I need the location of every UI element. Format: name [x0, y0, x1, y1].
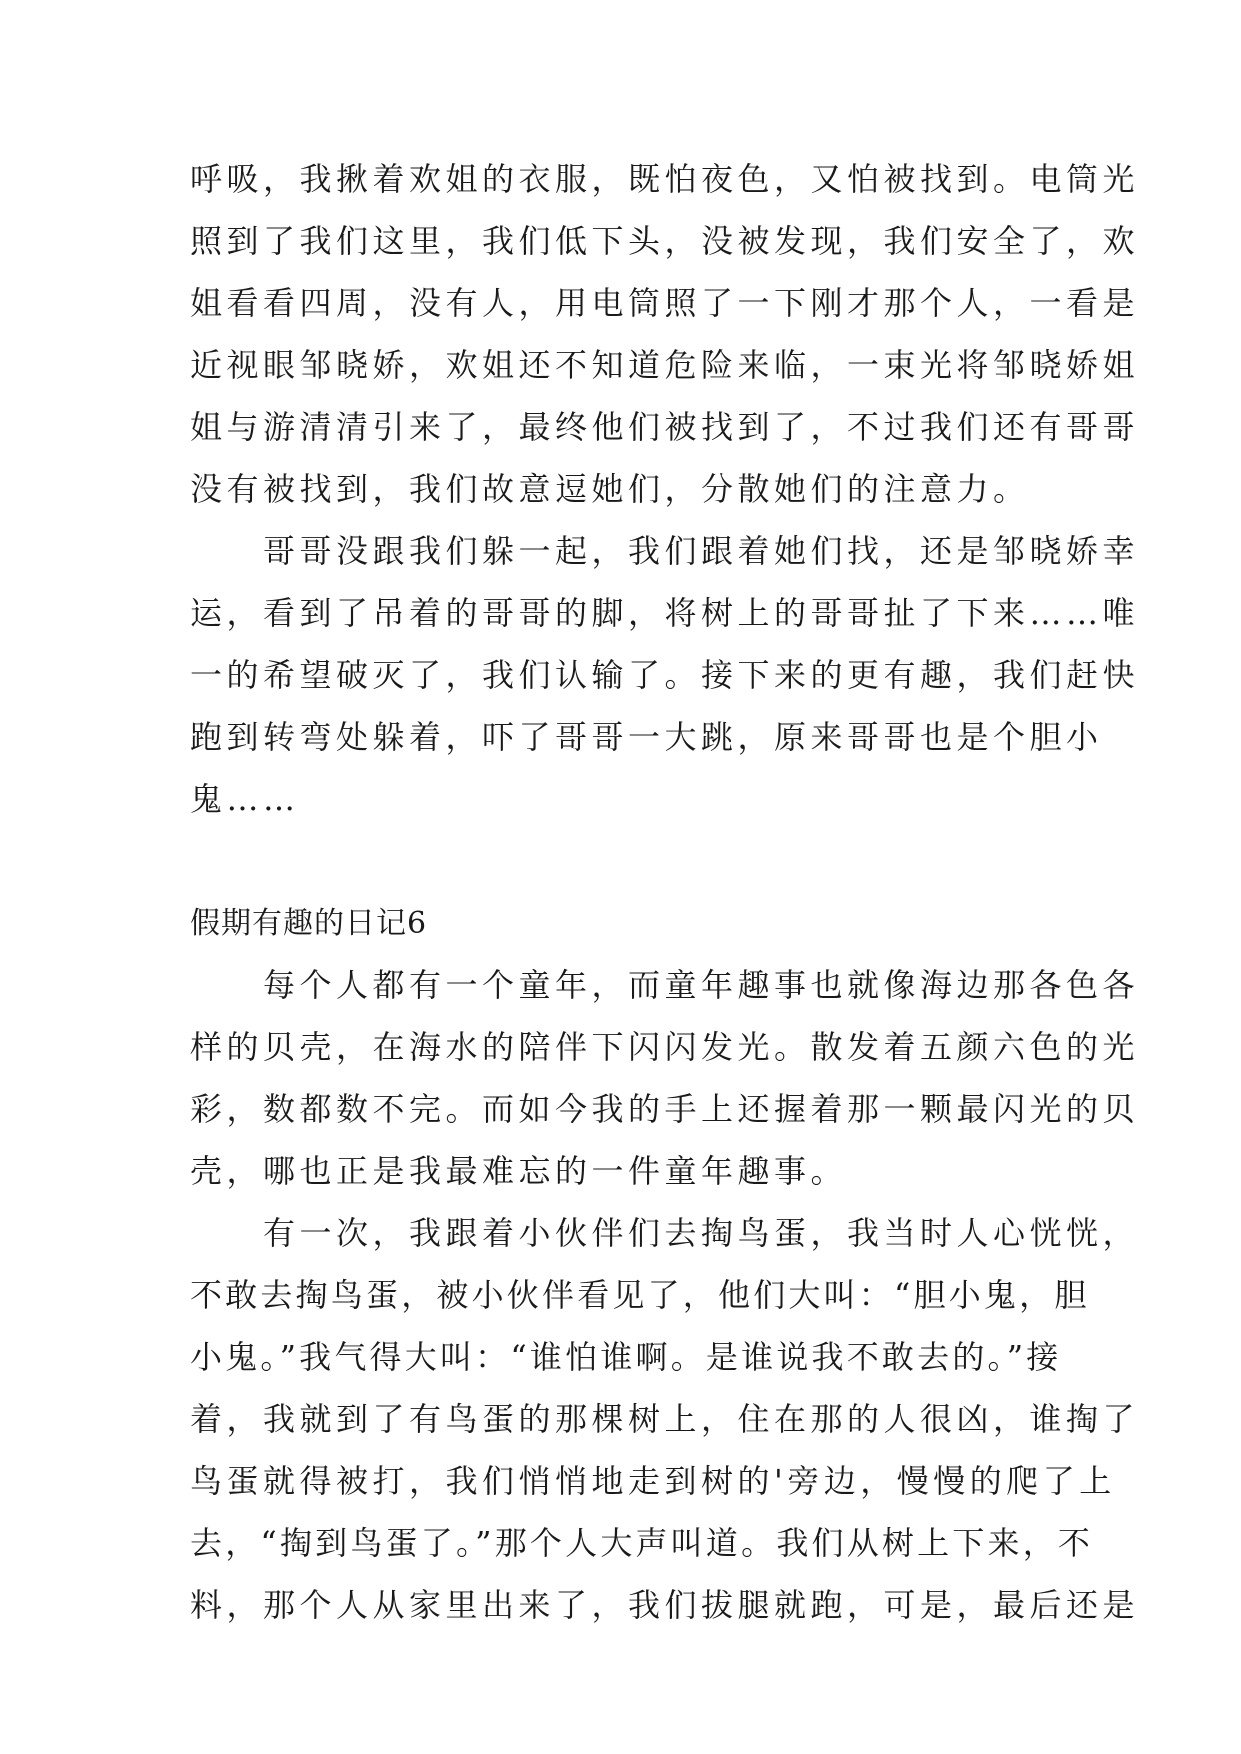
text-line: 去，“掏到鸟蛋了。”那个人大声叫道。我们从树上下来，不 — [190, 1524, 1094, 1562]
text-line: 哥哥没跟我们躲一起，我们跟着她们找，还是邹晓娇幸 — [190, 532, 1140, 570]
text-line: 有一次，我跟着小伙伴们去掏鸟蛋，我当时人心恍恍， — [190, 1214, 1140, 1252]
text-line: 姐看看四周，没有人，用电筒照了一下刚才那个人，一看是 — [190, 284, 1140, 322]
text-line: 不敢去掏鸟蛋，被小伙伴看见了，他们大叫：“胆小鬼，胆 — [190, 1276, 1090, 1314]
text-line: 呼吸，我揪着欢姐的衣服，既怕夜色，又怕被找到。电筒光 — [190, 160, 1140, 198]
text-line: 没有被找到，我们故意逗她们，分散她们的注意力。 — [190, 470, 1030, 508]
text-line: 照到了我们这里，我们低下头，没被发现，我们安全了，欢 — [190, 222, 1140, 260]
text-line: 彩，数都数不完。而如今我的手上还握着那一颗最闪光的贝 — [190, 1090, 1140, 1128]
text-line: 小鬼。”我气得大叫：“谁怕谁啊。是谁说我不敢去的。”接 — [190, 1338, 1062, 1376]
text-line: 着，我就到了有鸟蛋的那棵树上，住在那的人很凶，谁掏了 — [190, 1400, 1140, 1438]
text-line: 鬼…… — [190, 780, 300, 818]
text-line: 料，那个人从家里出来了，我们拔腿就跑，可是，最后还是 — [190, 1586, 1140, 1624]
text-line: 跑到转弯处躲着，吓了哥哥一大跳，原来哥哥也是个胆小 — [190, 718, 1103, 756]
section-a-body — [190, 148, 1140, 830]
text-line: 样的贝壳，在海水的陪伴下闪闪发光。散发着五颜六色的光 — [190, 1028, 1140, 1066]
section-spacer — [190, 830, 1070, 894]
text-line: 每个人都有一个童年，而童年趣事也就像海边那各色各 — [190, 966, 1140, 1004]
section-heading: 假期有趣的日记6 — [190, 906, 428, 941]
section-b-body — [190, 954, 1140, 1636]
text-line: 运，看到了吊着的哥哥的脚，将树上的哥哥扯了下来……唯 — [190, 594, 1140, 632]
document-page — [190, 148, 1140, 1636]
text-line: 近视眼邹晓娇，欢姐还不知道危险来临，一束光将邹晓娇姐 — [190, 346, 1140, 384]
text-line: 一的希望破灭了，我们认输了。接下来的更有趣，我们赶快 — [190, 656, 1140, 694]
text-line: 姐与游清清引来了，最终他们被找到了，不过我们还有哥哥 — [190, 408, 1140, 446]
text-line: 壳，哪也正是我最难忘的一件童年趣事。 — [190, 1152, 848, 1190]
text-line: 鸟蛋就得被打，我们悄悄地走到树的'旁边，慢慢的爬了上 — [190, 1462, 1116, 1500]
